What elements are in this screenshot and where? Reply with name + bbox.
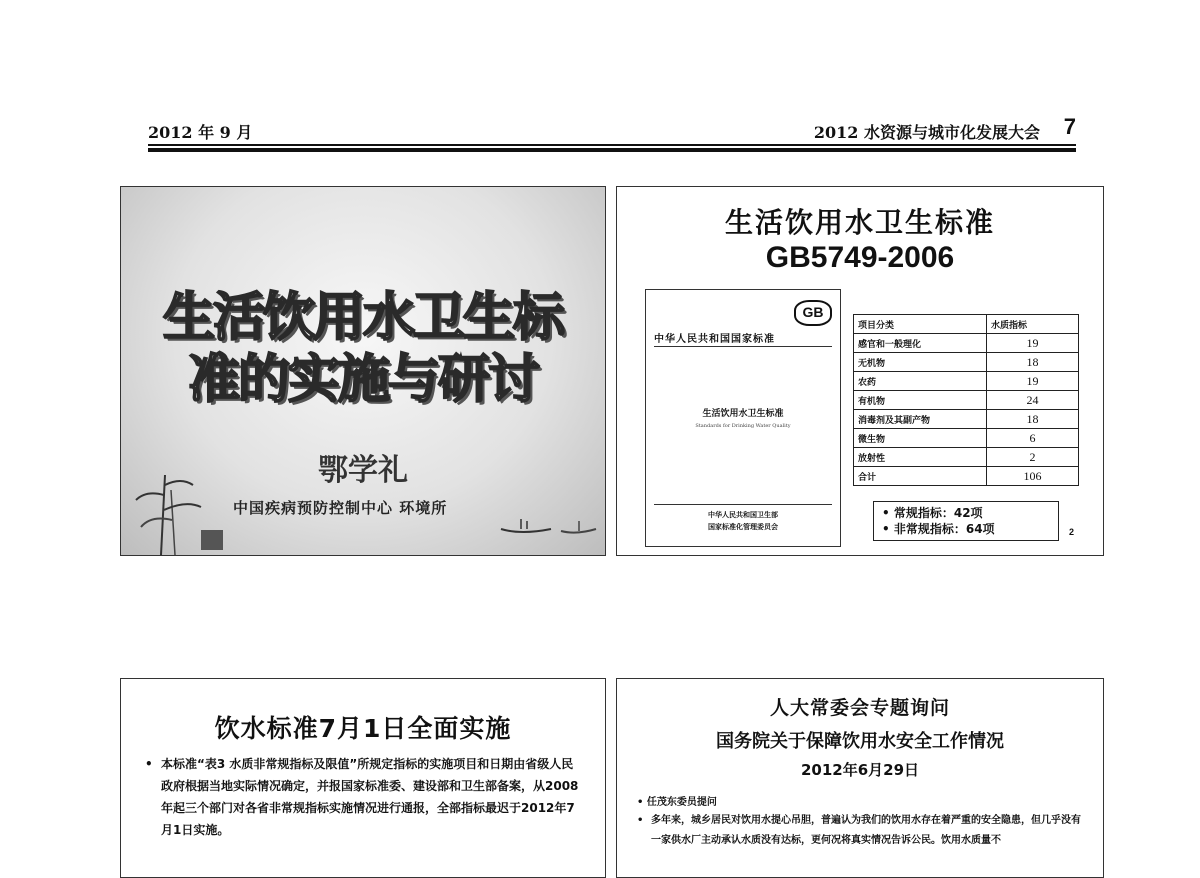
header-rule-thin — [148, 144, 1076, 146]
bullet: • — [145, 757, 153, 771]
summary-regular: • 常规指标：42项 — [882, 506, 983, 520]
table-row — [854, 410, 1079, 429]
table-row — [854, 334, 1079, 353]
document-issuer: 中华人民共和国国家标准 — [654, 334, 775, 345]
table-cell-count: 2 — [987, 448, 1079, 467]
indicator-table — [853, 314, 1079, 486]
table-cell-category: 消毒剂及其副产物 — [854, 410, 987, 429]
document-title: 生活饮用水卫生标准 — [702, 409, 784, 419]
document-publisher-1: 中华人民共和国卫生部 — [708, 510, 778, 519]
page-number: 7 — [1063, 114, 1076, 139]
slide3-title: 饮水标准7月1日全面实施 — [214, 714, 512, 743]
document-subtitle: Standards for Drinking Water Quality — [695, 423, 791, 429]
bullet: • — [637, 815, 644, 826]
slide-title — [120, 186, 606, 556]
standard-document-cover — [645, 289, 841, 547]
table-cell-category: 放射性 — [854, 448, 987, 467]
bamboo-illustration — [131, 455, 231, 555]
table-cell-category: 农药 — [854, 372, 987, 391]
slide4-date: 2012年6月29日 — [800, 761, 920, 779]
slide2-title: 生活饮用水卫生标准 — [724, 206, 995, 239]
slide1-author: 鄂学礼 — [318, 453, 408, 488]
slide4-bullet-2 — [637, 811, 1083, 851]
table-row — [854, 391, 1079, 410]
gb-logo: GB — [794, 300, 832, 326]
table-cell-count: 18 — [987, 410, 1079, 429]
table-row — [854, 448, 1079, 467]
table-row — [854, 353, 1079, 372]
table-cell-category: 有机物 — [854, 391, 987, 410]
boat-illustration — [491, 513, 601, 537]
summary-nonregular: • 非常规指标：64项 — [882, 522, 995, 536]
header-rule-thick — [148, 148, 1076, 152]
table-cell-category: 微生物 — [854, 429, 987, 448]
table-cell-count: 6 — [987, 429, 1079, 448]
table-cell-category: 无机物 — [854, 353, 987, 372]
slide-standard-overview — [616, 186, 1104, 556]
slide4-title-line2: 国务院关于保障饮用水安全工作情况 — [716, 731, 1004, 752]
header-date: 2012 年 9 月 — [148, 123, 253, 142]
slide2-standard-code: GB5749-2006 — [765, 241, 955, 274]
divider — [654, 504, 832, 505]
slide1-title-line1: 生活饮用水卫生标 — [162, 288, 563, 348]
page-header — [148, 114, 1076, 154]
divider — [654, 346, 832, 347]
slide1-organization: 中国疾病预防控制中心 环境所 — [233, 499, 448, 517]
table-cell-count: 24 — [987, 391, 1079, 410]
header-conference-title: 2012 水资源与城市化发展大会 — [813, 123, 1040, 142]
table-header-count: 水质指标 — [987, 315, 1079, 334]
table-cell-count: 18 — [987, 353, 1079, 372]
table-cell-count: 19 — [987, 334, 1079, 353]
table-header-row — [854, 315, 1079, 334]
table-cell-count: 19 — [987, 372, 1079, 391]
table-cell-category: 合计 — [854, 467, 987, 486]
document-publisher-2: 国家标准化管理委员会 — [708, 522, 778, 531]
slide-number: 2 — [1069, 527, 1075, 537]
indicator-summary-box — [873, 501, 1059, 541]
table-header-category: 项目分类 — [854, 315, 987, 334]
slide4-bullet-1: • 任茂东委员提问 — [637, 797, 717, 808]
table-row — [854, 429, 1079, 448]
slide4-bullet-2-text: 多年来，城乡居民对饮用水提心吊胆，普遍认为我们的饮用水存在着严重的安全隐患，但几乎没有一家供水厂主动承认水质没有达标，更何况将真实情况告诉公民。饮用水质量不 — [651, 815, 1081, 846]
table-row — [854, 467, 1079, 486]
table-row — [854, 372, 1079, 391]
slide4-title-line1: 人大常委会专题询问 — [769, 697, 950, 719]
slide-implementation — [120, 678, 606, 878]
table-cell-count: 106 — [987, 467, 1079, 486]
slide3-body-text: 本标准“表3 水质非常规指标及限值”所规定指标的实施项目和日期由省级人民政府根据当地实际情况确定，并报国家标准委、建设部和卫生部备案，从2008年起三个部门对各省非常规指标实施情况进行通报，全部指标最迟于2012年7月1日实施。 — [161, 757, 579, 837]
slide3-body — [145, 753, 585, 841]
slide1-title-line2: 准的实施与研讨 — [187, 350, 538, 410]
table-cell-category: 感官和一般理化 — [854, 334, 987, 353]
slide-npc-inquiry — [616, 678, 1104, 878]
